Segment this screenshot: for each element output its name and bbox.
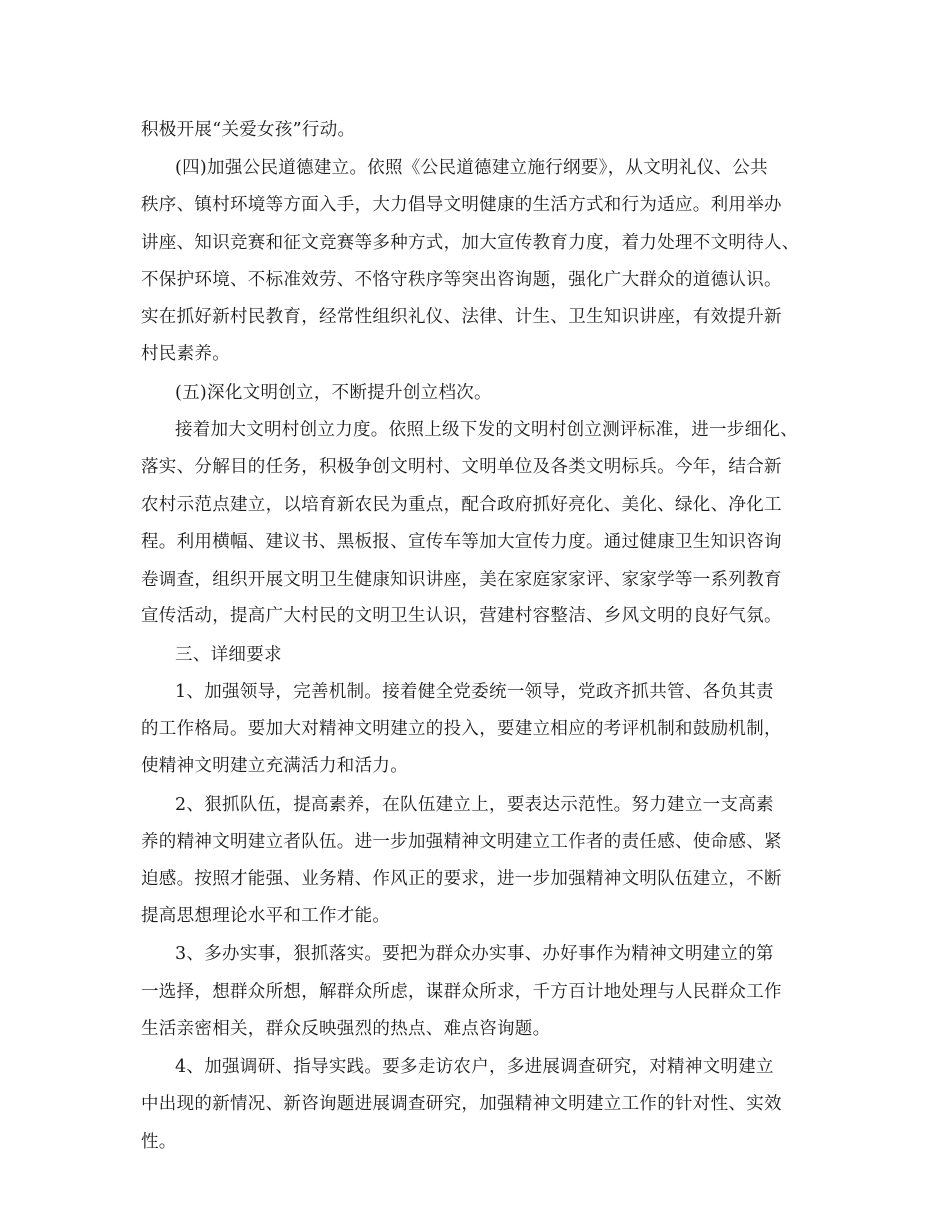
text-line: 不保护环境、不标准效劳、不恪守秩序等突出咨询题，强化广大群众的道德认识。 [141,270,782,290]
text-line: (五)深化文明创立，不断提升创立档次。 [175,383,492,403]
text-line: 宣传活动，提高广大村民的文明卫生认识，营建村容整洁、乡风文明的良好气氛。 [141,606,782,626]
text-line: 接着加大文明村创立力度。依照上级下发的文明村创立测评标准，进一步细化、 [175,420,798,440]
text-line: 3、多办实事，狠抓落实。要把为群众办实事、办好事作为精神文明建立的第 [175,944,774,964]
text-line: 2、狠抓队伍，提高素养，在队伍建立上，要表达示范性。努力建立一支高素 [175,795,774,815]
text-line: 使精神文明建立充满活力和活力。 [141,756,408,776]
text-line: 村民素养。 [141,344,230,364]
text-line: 提高思想理论水平和工作才能。 [141,906,391,926]
text-line: 秩序、镇村环境等方面入手，大力倡导文明健康的生活方式和行为适应。利用举办 [141,195,782,215]
section-heading: 三、详细要求 [175,645,282,665]
text-line: 农村示范点建立，以培育新农民为重点，配合政府抓好亮化、美化、绿化、净化工 [141,495,782,515]
text-line: 落实、分解目的任务，积极争创文明村、文明单位及各类文明标兵。今年，结合新 [141,457,782,477]
text-line: 生活亲密相关，群众反映强烈的热点、难点咨询题。 [141,1019,551,1039]
text-line: 讲座、知识竞赛和征文竞赛等多种方式，加大宣传教育力度，着力处理不文明待人、 [141,233,800,253]
text-line: 卷调查，组织开展文明卫生健康知识讲座，美在家庭家家评、家家学等一系列教育 [141,570,782,590]
text-line: 程。利用横幅、建议书、黑板报、宣传车等加大宣传力度。通过健康卫生知识咨询 [141,532,782,552]
text-line: 实在抓好新村民教育，经常性组织礼仪、法律、计生、卫生知识讲座，有效提升新 [141,307,782,327]
text-line: 迫感。按照才能强、业务精、作风正的要求，进一步加强精神文明队伍建立，不断 [141,869,782,889]
text-line: 4、加强调研、指导实践。要多走访农户，多进展调查研究，对精神文明建立 [175,1057,774,1077]
text-line: 性。 [141,1132,177,1152]
text-line: 积极开展“关爱女孩”行动。 [141,120,356,140]
text-line: 中出现的新情况、新咨询题进展调查研究，加强精神文明建立工作的针对性、实效 [141,1094,782,1114]
text-line: 的工作格局。要加大对精神文明建立的投入，要建立相应的考评机制和鼓励机制， [141,719,782,739]
text-line: 一选择，想群众所想，解群众所虑，谋群众所求，千方百计地处理与人民群众工作 [141,982,782,1002]
text-line: (四)加强公民道德建立。依照《公民道德建立施行纲要》，从文明礼仪、公共 [175,158,768,178]
text-line: 1、加强领导，完善机制。接着健全党委统一领导，党政齐抓共管、各负其责 [175,682,774,702]
text-line: 养的精神文明建立者队伍。进一步加强精神文明建立工作者的责任感、使命感、紧 [141,832,782,852]
